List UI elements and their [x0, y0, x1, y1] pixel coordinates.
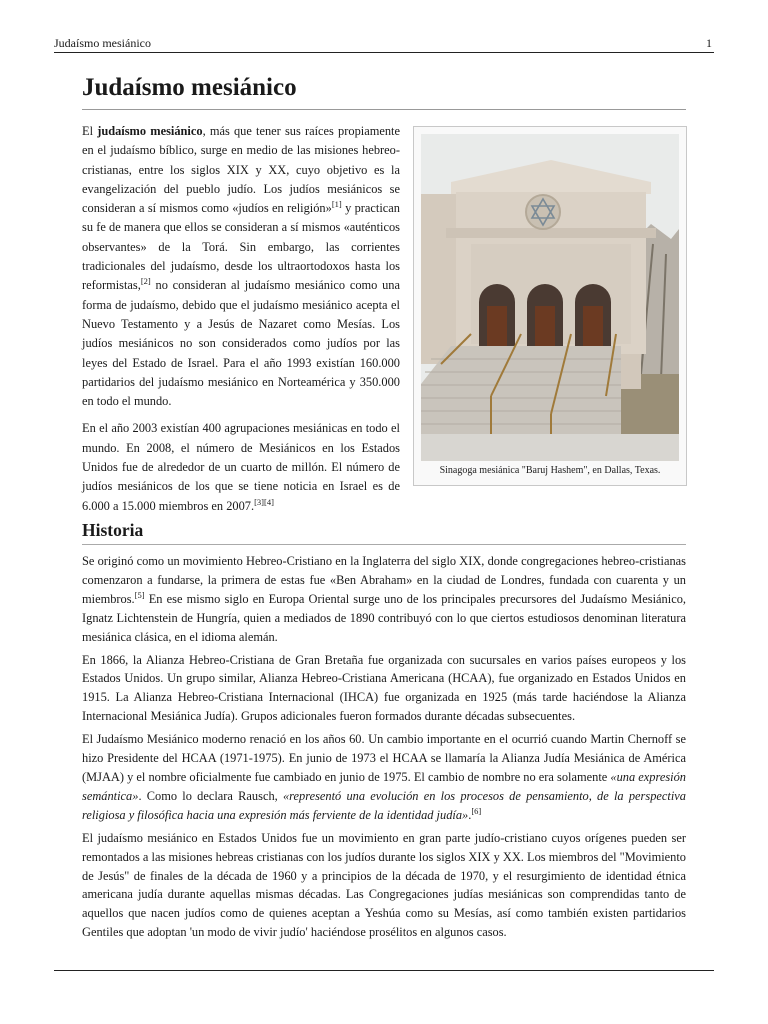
photo-door-right	[583, 306, 603, 346]
page-number: 1	[706, 36, 712, 50]
historia-paragraph-1	[82, 552, 686, 647]
reference-link-5[interactable]: [5]	[134, 589, 145, 600]
figure-thumbnail	[413, 126, 687, 486]
intro-text-1: , más que tener sus raíces propiamente en el judaísmo bíblico, surge en medio de las misiones hebreo-cristianas, entre los siglos XIX y XX, cuyo objetivo es la evangelización del pueblo judío. Los judíos mesiánicos se consideran a sí mismos como «judíos en religión»	[82, 124, 400, 216]
historia-p3-text-2: . Como lo declara Rausch,	[138, 788, 283, 803]
intro-p2-text: En el año 2003 existían 400 agrupaciones mesiánicas en todo el mundo. En 2008, el número de Mesiánicos en los Estados Unidos fue de alrededor de un cuarto de millón. El número de judíos mesiánicos de los que se tiene noticia en Israel es de 6.000 a 15.000 miembros en 2007.	[82, 421, 400, 513]
photo-door-left	[487, 306, 507, 346]
bold-term: judaísmo mesiánico	[97, 124, 203, 138]
intro-paragraph-2	[82, 419, 400, 515]
photo-door-middle	[535, 306, 555, 346]
reference-link-2[interactable]: [2]	[140, 276, 151, 287]
intro-paragraph-1	[82, 122, 400, 411]
historia-p3-text-3: .	[468, 807, 472, 822]
running-header-title: Judaísmo mesiánico	[54, 36, 151, 50]
reference-link-1[interactable]: [1]	[331, 199, 342, 210]
figure-caption: Sinagoga mesiánica "Baruj Hashem", en Dallas, Texas.	[439, 465, 661, 476]
section-heading-historia: Historia	[82, 520, 686, 545]
historia-paragraph-2: En 1866, la Alianza Hebreo-Cristiana de Gran Bretaña fue organizada con sucursales en varios países europeos y los Estados Unidos. Un grupo similar, Alianza Hebreo-Cristiana Americana (HCAA), fue organizado en Estados Unidos en 1915. La Alianza Hebreo-Cristiana Internacional (IHCA) fue organizada en 1925 (más tarde haciéndose la Alianza Internacional Mesiánica Judía). Grupos adicionales fueron formados durante décadas subsecuentes.	[82, 652, 686, 724]
reference-link-6[interactable]: [6]	[471, 805, 482, 816]
article-title: Judaísmo mesiánico	[82, 72, 686, 110]
historia-paragraph-3	[82, 730, 686, 825]
historia-p1-text-1: Se originó como un movimiento Hebreo-Cristiano en la Inglaterra del siglo XIX, donde congregaciones hebreo-cristianas comenzaron a fundarse, la primera de estas fue «Ben Abraham» en la ciudad de Londres, fundada con cuarenta y un miembros.	[82, 554, 686, 606]
intro-text-2: y practican su fe de manera que ellos se consideran a sí mismos «auténticos observantes» de la Torá. Sin embargo, las corrientes tradicionales del judaísmo, desde los ultraortodoxos hasta los reformistas,	[82, 201, 401, 293]
intro-section	[82, 122, 400, 524]
synagogue-photo[interactable]	[421, 134, 679, 461]
historia-section	[82, 552, 686, 946]
intro-text-3: no consideran al judaísmo mesiánico como una forma de judaísmo, debido que el judaísmo mesiánico acepta el Nuevo Testamento y a Jesús de Nazaret como Mesías. Los judíos mesiánicos no son considerados como judíos por las leyes del Estado de Israel. Para el año 1993 existían 160.000 partidarios del judaísmo mesiánico en Norteamérica y 350.000 en todo el mundo.	[82, 278, 400, 409]
reference-link-3-4[interactable]: [3][4]	[254, 496, 274, 507]
footer-rule	[54, 970, 714, 971]
photo-cornice	[446, 228, 656, 238]
historia-p3-quote-1: «una expresión semántica»	[82, 769, 686, 803]
intro-lead: El	[82, 124, 98, 138]
photo-sidewalk	[421, 434, 679, 461]
historia-p3-quote-2: «representó una evolución en los procesos de pensamiento, de la perspectiva religiosa y filosófica hacia una expresión más ferviente de la identidad judía»	[82, 788, 686, 822]
historia-p1-text-2: En ese mismo siglo en Europa Oriental surge uno de los principales precursores del Judaísmo Mesiánico, Ignatz Lichtenstein de Hungría, quien a mediados de 1890 contribuyó con lo que ciertos estudiosos denominan literatura mesiánica clásica, en el idioma alemán.	[82, 591, 686, 644]
historia-paragraph-4: El judaísmo mesiánico en Estados Unidos fue un movimiento en gran parte judío-cristiano cuyos orígenes pueden ser remontados a las misiones hebreas cristianas con los judíos durante los siglos XIX y XX. Los miembros del "Movimiento de Jesús" de finales de la década de 1960 y a principios de la década de 1970, y el resurgimiento de identidad étnica americana judía durante aquellas mismas décadas. Las Congregaciones judías mesiánicas son comprendidas tanto de aquellos que nacen judíos como de quienes aceptan a Yeshúa como su Mesías, así como también existen partidarios Gentiles que adoptan 'un modo de vivir judío' haciéndose prosélitos en algunos casos.	[82, 830, 686, 940]
running-header	[54, 36, 714, 53]
historia-p3-text-1: El Judaísmo Mesiánico moderno renació en los años 60. Un cambio importante en el ocurrió cuando Martin Chernoff se hizo Presidente del HCAA (1971-1975). En junio de 1973 el HCAA se llamaría la Alianza Judía Mesiánica de América (MJAA) y el nombre oficialmente fue cambiado en junio de 1975. El cambio de nombre no era solamente	[82, 732, 686, 784]
